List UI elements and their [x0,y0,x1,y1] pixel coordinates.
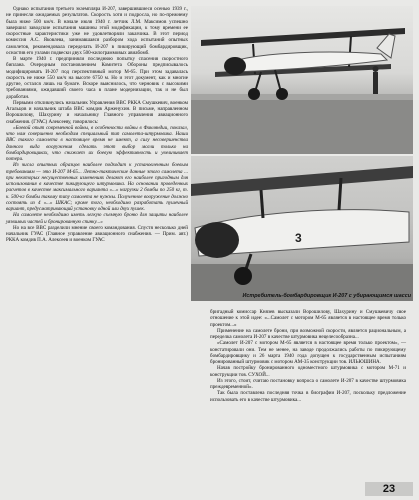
paragraph: Первыми откликнулись начальник Управления ВВС РККА Смушкевич, военком Агальцов и начальник штаба ВВС комдив Арженухин. В письме, направленном Ворошилову, Шахурину и начальнику Главного управления авиационного снабжения. (ГУАС) Алексееву, говорилось: [6,99,188,125]
quote-paragraph: Из числа опытных образцов наиболее подходит к установленным боевым требованиям — это И-207 М-65... Летно-тактические данные этого самолета ... при некоторых несущественных изменениях делают его наиболее пригодным для использования в качестве пикирующего штурмовика. На основании проведенных расчетов в качестве максимального варианта «...» нагрузки 2 бомбы по 250 кг, т. к. 500-кг бомбы такому типу самолета не нужны. Полученное вооружение должно состоять из 4 «...» ШКАС; кроме того, необходимо разработать пушечный вариант, предусматривающий установку одной или двух пушек. [6,162,188,212]
biplane-illustration [191,6,413,154]
biplane-photo-bottom [191,156,413,301]
photo-caption: Истребитель-бомбардировщик И-207 с убирающимся шасси [242,293,411,299]
quote-paragraph: «Боевой опыт современной войны, в особенности войны в Финляндии, показал, что нам совершенно необходим специальный тип самолета-штурмовика. Наши ВВС такого самолета в настоящее время не имеют, а силу несовершенства данного вида вооружения сделать этот выбор могли только на бомбардировщиках, что снижает их боевую эффективность и увеличивает потери. [6,124,188,162]
quote-paragraph: На самолете необходимо иметь легкую съемную броню для защиты наиболее уязвимых частей и бронированную спинку...» [6,212,188,225]
article-column-right [210,309,406,403]
paragraph: Начав постройку бронированного одноместного штурмовика с мотором М-71 и конструкции тов. СУХОЙ... [210,365,406,378]
biplane-closeup-illustration [191,156,413,301]
paragraph: Но на все ВВС разделили мнение своего командования. Спустя несколько дней начальник ГУАС (Главное управление авиационного снабжения. — Прим. авт.) РККА комдив П.А. Алексеев и военком ГУАС [6,224,188,244]
paragraph: Из этого, стоит, считаю постановку вопроса о самолете И-207 в качестве штурмовика преждевременной». [210,377,406,390]
page-number: 23 [365,482,413,496]
paragraph: Так была поставлена последняя точка в биографии И-207, поскольку предложение использовать его в качестве штурмовика... [210,390,406,403]
paragraph: Однако испытания третьего экземпляра И-207, завершившиеся осенью 1939 г., не принесли ожидаемых результатов. Скорость хотя и подросла, но по-прежнему была ниже 500 км/ч. В начале июля 1940 г. летчик Л.М. Максимов успешно завершил заводские испытания машины этой модификации, к тому времени ее скоростные характеристики уже не удовлетворяли заказчика. В этот период комиссия А.С. Яковлева, занимавшаяся разбором хода испытаний опытных самолетов, рекомендовала переделать И-207 в пикирующий бомбардировщик, оснастив его узлами подвески двух 500-килограммовых авиабомб. [6,6,188,56]
paragraph: В марте 1940 г. предприняли последнюю попытку спасения скоростного биплана. Очередным постановлением Комитета Обороны предписывалось модифицировать И-207 под перспективный мотор М-65. При этом задавалась скорость не ниже 550 км/ч на высоте 6750 м. Но и этот документ, как и многие другие, остался лишь на бумаге. Вскоре выяснилось, что черновик с высокими требованиями, ожидавший своего часа в плане модернизации, так и не был доработан. [6,56,188,100]
paragraph: бригадный комиссар Князев высказали Ворошилову, Шахурину и Смушкевичу свое отношение к этой идее: «...Самолет с мотором М-65 является в настоящее время только проектом...» [210,309,406,328]
aircraft-marking: 3 [295,231,302,245]
biplane-photo-top [191,6,413,154]
paragraph: Применение на самолете брони, при возможной скорости, является рациональным, а переделка самолета И-207 в качестве штурмовика нецелесообразна... [210,327,406,340]
article-column-left [6,6,188,244]
paragraph: «Самолет И-207 с мотором М-65 является в настоящее время только проектом», — констатировали они. Тем не менее, на заводе продолжались работы по пикирующему бомбардировщику и 26 марта 1940 года допущен к государственным испытаниям бронированный штурмовик с мотором АМ-35 конструкции тов. ИЛЬЮШИНА. [210,340,406,365]
